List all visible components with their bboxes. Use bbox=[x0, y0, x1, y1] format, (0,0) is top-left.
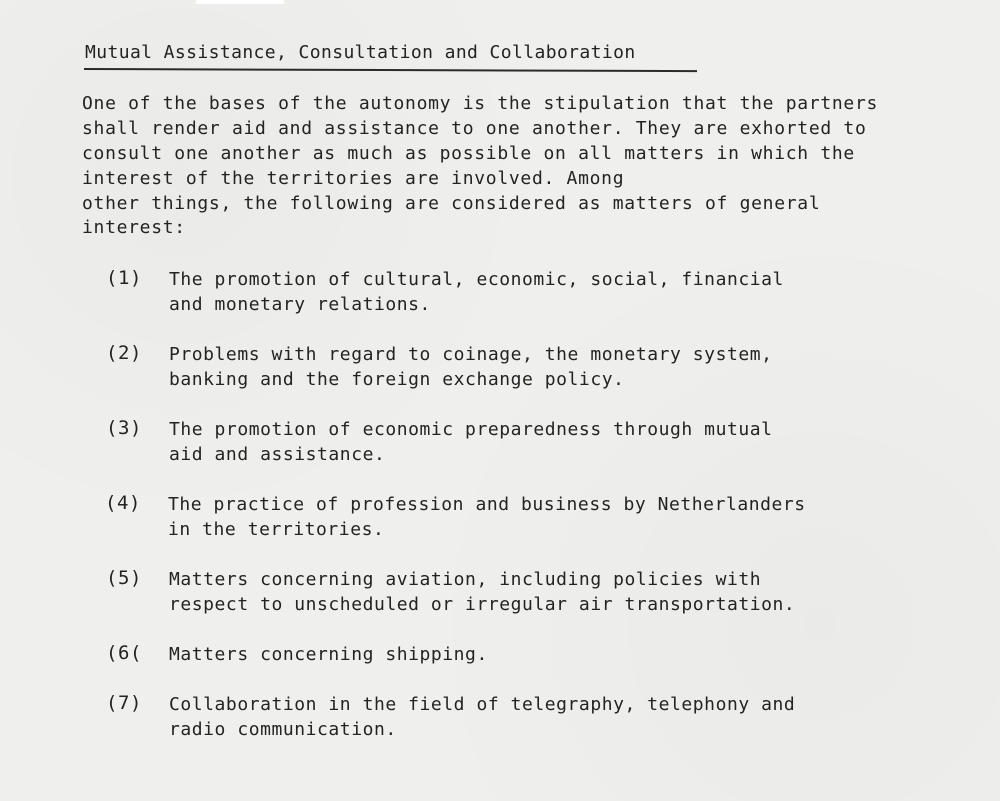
list-item-line: in the territories. bbox=[168, 519, 385, 540]
section-heading: Mutual Assistance, Consultation and Collaboration bbox=[85, 42, 636, 63]
list-item-number: (1) bbox=[106, 267, 142, 289]
list-item-text bbox=[169, 642, 879, 667]
list-item-number: (4) bbox=[105, 492, 141, 514]
list-item-line: The promotion of cultural, economic, social, financial bbox=[169, 269, 784, 290]
list-item-text bbox=[169, 692, 879, 742]
intro-line-3: consult one another as much as possible on all matters in which the bbox=[82, 143, 855, 164]
list-item-text bbox=[169, 267, 879, 317]
list-item-text bbox=[169, 342, 879, 392]
list-item-number: (5) bbox=[106, 567, 142, 589]
list-item-line: banking and the foreign exchange policy. bbox=[169, 369, 625, 390]
intro-line-1: One of the bases of the autonomy is the stipulation that the partners bbox=[82, 93, 879, 114]
list-item-line: Matters concerning shipping. bbox=[169, 644, 488, 665]
list-item-number: (3) bbox=[106, 417, 142, 439]
intro-line-2: shall render aid and assistance to one another. They are exhorted to bbox=[82, 118, 867, 139]
list-item-text bbox=[168, 492, 878, 542]
list-item-text bbox=[169, 567, 879, 617]
list-item-line: aid and assistance. bbox=[169, 444, 386, 465]
list-item-line: The promotion of economic preparedness through mutual bbox=[169, 419, 773, 440]
intro-line-5: other things, the following are considered as matters of general bbox=[82, 193, 821, 214]
list-item-line: Problems with regard to coinage, the monetary system, bbox=[169, 344, 773, 365]
paper-edge-highlight bbox=[196, 0, 284, 4]
list-item-line: The practice of profession and business by Netherlanders bbox=[168, 494, 806, 515]
heading-underline bbox=[84, 68, 697, 72]
list-item-text bbox=[169, 417, 879, 467]
list-item-line: radio communication. bbox=[169, 719, 397, 740]
intro-line-4: interest of the territories are involved. Among bbox=[82, 168, 625, 189]
list-item-line: Collaboration in the field of telegraphy, telephony and bbox=[169, 694, 796, 715]
list-item-line: respect to unscheduled or irregular air transportation. bbox=[169, 594, 796, 615]
list-item-number: (7) bbox=[106, 692, 142, 714]
intro-line-6: interest: bbox=[82, 217, 186, 238]
list-item-line: Matters concerning aviation, including policies with bbox=[169, 569, 762, 590]
list-item-line: and monetary relations. bbox=[169, 294, 431, 315]
list-item-number: (2) bbox=[106, 342, 142, 364]
list-item-number: (6( bbox=[106, 642, 142, 664]
